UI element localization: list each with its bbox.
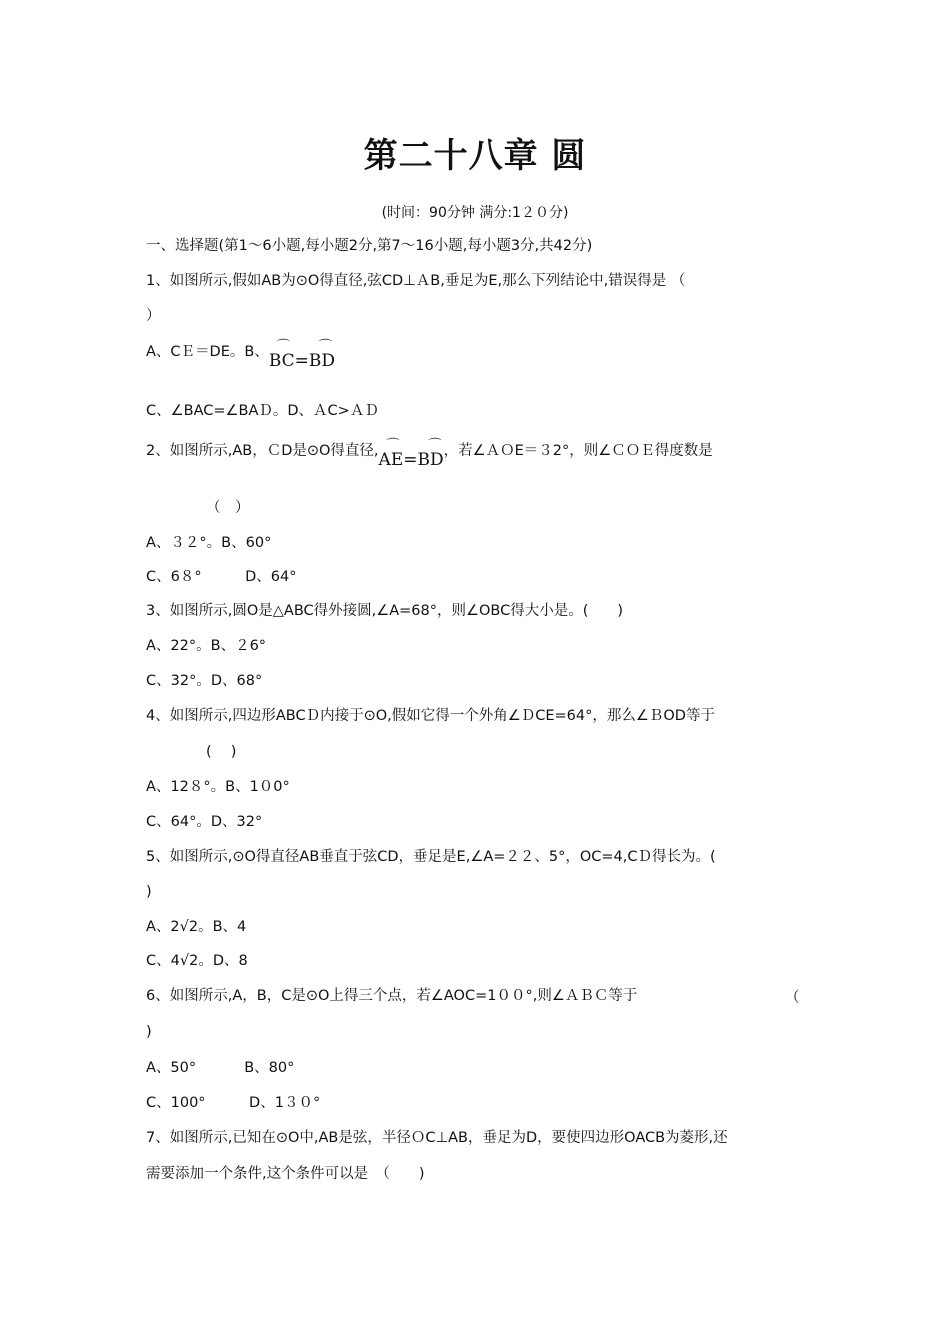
q1-stem: 1、如图所示,假如AB为⊙O得直径,弦CD⊥ＡB,垂足为E,那么下列结论中,错误得是 （: [146, 273, 686, 289]
q1-arc-bd: BD: [308, 351, 336, 371]
page-title: 第二十八章 圆: [363, 136, 587, 176]
q3-option-cd: C、32°。D、68°: [146, 673, 263, 689]
q2-arc-eq: =: [403, 450, 418, 470]
q1-arc-eq: =: [294, 351, 309, 371]
q3-stem: 3、如图所示,圆O是△ABC得外接圆,∠A=68°，则∠OBC得大小是。( ): [146, 603, 624, 619]
q4-option-ab: A、12８°。B、1０0°: [146, 779, 290, 795]
q4-option-cd: C、64°。D、32°: [146, 814, 263, 830]
q4-stem: 4、如图所示,四边形ABCＤ内接于⊙O,假如它得一个外角∠ＤCE=64°，那么∠ＢOD等于: [146, 708, 715, 724]
q6-blank: （: [785, 990, 800, 1006]
q2-option-cd: C、6８° D、64°: [146, 569, 297, 585]
q6-option-cd: C、100° D、1３０°: [146, 1095, 321, 1111]
q6-stem: 6、如图所示,A，B，C是⊙O上得三个点，若∠AOC=1００°,则∠ＡＢＣ等于: [146, 988, 638, 1004]
q2-stem-part1: 2、如图所示,AB，ＣD是⊙O得直径,: [146, 443, 379, 459]
q1-arc-bc: BC: [268, 351, 295, 371]
q1-option-ab: [146, 339, 336, 371]
q6-paren: ): [146, 1024, 152, 1040]
section-heading: 一、选择题(第1～6小题,每小题2分,第7～16小题,每小题3分,共42分): [146, 238, 593, 254]
q2-stem-part2: ，若∠ＡＯE＝３2°，则∠ＣＯＥ得度数是: [443, 443, 713, 459]
q1-option-ab-text: A、CＥ＝DE。B、: [146, 344, 269, 360]
q5-option-cd: C、4√2。D、8: [146, 953, 248, 969]
q6-option-ab: A、50° B、80°: [146, 1060, 295, 1076]
q7-stem: 7、如图所示,已知在⊙O中,AB是弦，半径ＯC⊥AB，垂足为D，要使四边形OACB为菱形,还: [146, 1130, 728, 1146]
exam-meta: (时间：90分钟 满分:1２０分): [381, 205, 569, 221]
q2-paren: （ ）: [206, 500, 250, 516]
q1-arc-equation: [268, 339, 336, 371]
arc-mark: ⌒: [276, 339, 290, 354]
q2-arc-bd: BD: [417, 450, 444, 470]
arc-mark: ⌒: [428, 438, 442, 453]
q5-stem: 5、如图所示,⊙O得直径AB垂直于弦CD，垂足是E,∠A=２２、5°，OC=4,CＤ得长为。(: [146, 849, 716, 865]
q1-paren: ）: [146, 308, 161, 324]
q2-arc-equation: [378, 438, 444, 470]
arc-mark: ⌒: [318, 339, 332, 354]
q2-option-ab: A、３２°。B、60°: [146, 535, 272, 551]
arc-mark: ⌒: [386, 438, 400, 453]
q7-stem-line2: 需要添加一个条件,这个条件可以是 （ ): [146, 1166, 425, 1182]
q2-arc-ae: AE: [378, 450, 404, 470]
q2-stem: [146, 438, 713, 470]
q5-option-ab: A、2√2。B、4: [146, 919, 247, 935]
q3-option-ab: A、22°。B、２6°: [146, 638, 267, 654]
q1-option-cd: C、∠BAC=∠BAＤ。D、ＡC>ＡＤ: [146, 403, 379, 419]
q4-paren: ( ): [206, 744, 237, 760]
q5-paren: ): [146, 884, 152, 900]
